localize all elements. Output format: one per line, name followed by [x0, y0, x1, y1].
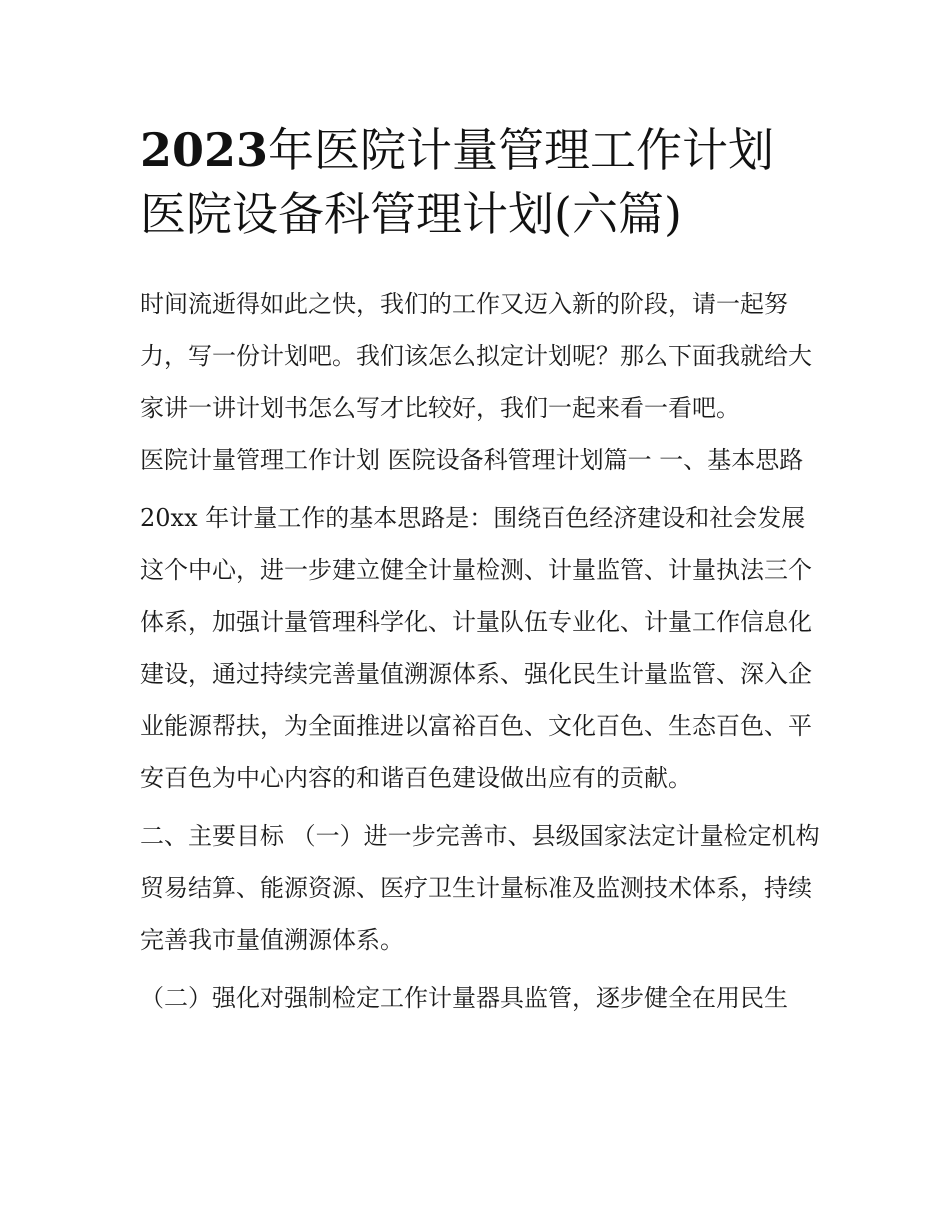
title-year: 2023	[140, 123, 269, 177]
paragraph-main-goals: 二、主要目标 （一）进一步完善市、县级国家法定计量检定机构贸易结算、能源资源、医疗卫生计量标准及监测技术体系，持续完善我市量值溯源体系。	[140, 822, 820, 954]
title-line1: 年医院计量管理工作计划	[268, 123, 775, 177]
title-line2: 医院设备科管理计划(六篇)	[140, 187, 682, 241]
paragraph-section-heading: 医院计量管理工作计划 医院设备科管理计划篇一 一、基本思路	[140, 446, 804, 474]
document-title	[140, 118, 830, 246]
paragraph-intro: 时间流逝得如此之快，我们的工作又迈入新的阶段，请一起努力，写一份计划吧。我们该怎么拟定计划呢？那么下面我就给大家讲一讲计划书怎么写才比较好，我们一起来看一看吧。	[140, 290, 812, 422]
document-body	[140, 278, 820, 1024]
paragraph-basic-approach: 20xx 年计量工作的基本思路是：围绕百色经济建设和社会发展这个中心，进一步建立健全计量检测、计量监管、计量执法三个体系，加强计量管理科学化、计量队伍专业化、计量工作信息化建设，通过持续完善量值溯源体系、强化民生计量监管、深入企业能源帮扶，为全面推进以富裕百色、文化百色、生态百色、平安百色为中心内容的和谐百色建设做出应有的贡献。	[140, 504, 812, 792]
paragraph-goal-two: （二）强化对强制检定工作计量器具监管，逐步健全在用民生	[140, 984, 788, 1012]
